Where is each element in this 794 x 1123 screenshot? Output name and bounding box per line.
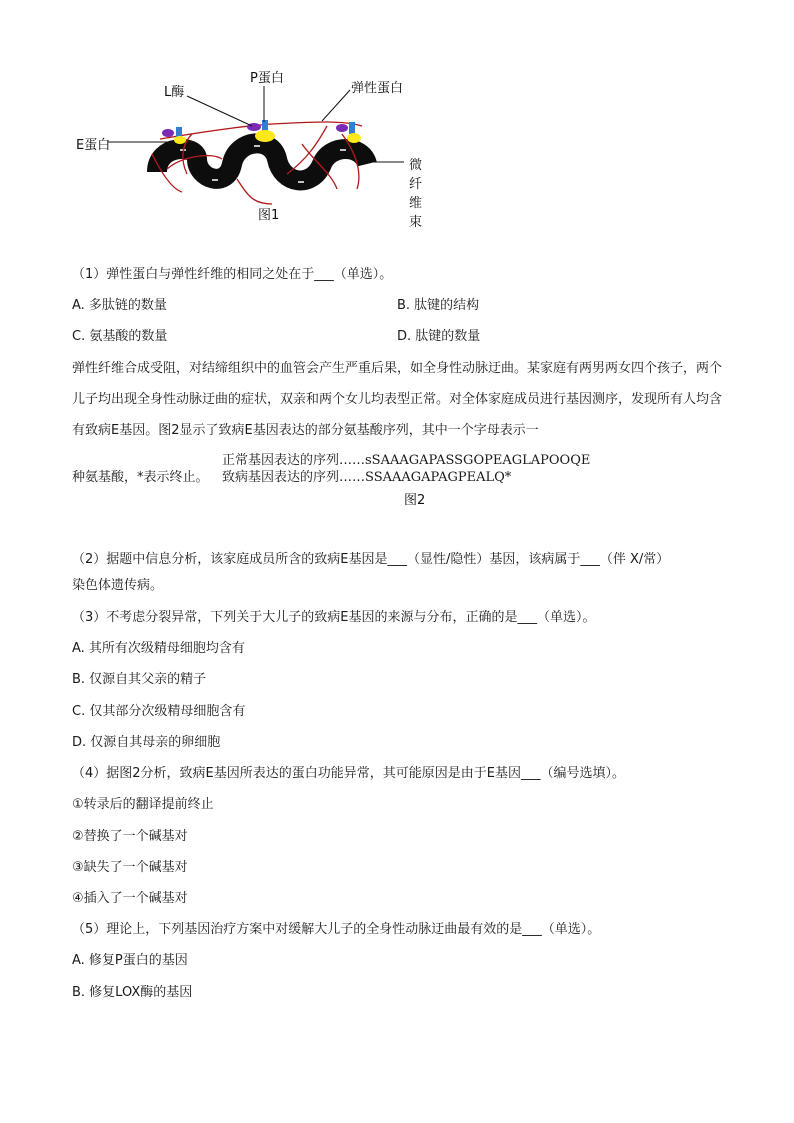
q3-stem: （3）不考虑分裂异常，下列关于大儿子的致病E基因的来源与分布，正确的是___（单选）。 (72, 610, 596, 625)
passage-text: 弹性纤维合成受阻，对结缔组织中的血管会产生严重后果，如全身性动脉迂曲。某家庭有两男两女四个孩子，两个儿子均出现全身性动脉迂曲的症状，双亲和两个女儿均表型正常。对全体家庭成员进行基因测序，发现所有人均含有致病E基因。图2显示了致病E基因表达的部分氨基酸序列，其中一个字母表示一 (72, 361, 723, 438)
figure-1 (72, 64, 432, 229)
q5-option-a: A. 修复P蛋白的基因 (72, 953, 188, 968)
figure-1-caption: 图1 (258, 208, 280, 223)
q3-option-a: A. 其所有次级精母细胞均含有 (72, 641, 245, 656)
q3-option-b: B. 仅源自其父亲的精子 (72, 672, 207, 687)
q1-option-b: B. 肽键的结构 (397, 298, 480, 313)
disease-sequence-label: 致病基因表达的序列…… (222, 470, 366, 485)
q1-option-d: D. 肽键的数量 (397, 329, 481, 344)
label-l-enzyme: L酶 (164, 85, 185, 100)
q4-option-3: ③缺失了一个碱基对 (72, 860, 188, 875)
q4-option-1: ①转录后的翻译提前终止 (72, 797, 214, 812)
q1-option-a: A. 多肽链的数量 (72, 298, 167, 313)
figure-2-normal-row (222, 452, 590, 470)
q2-line-1: （2）据题中信息分析，该家庭成员所含的致病E基因是___（显性/隐性）基因，该病属于___（伴 X/常） (72, 552, 670, 567)
label-elastin: 弹性蛋白 (351, 81, 404, 96)
figure-2-disease-row (222, 469, 511, 487)
q5-stem: （5）理论上，下列基因治疗方案中对缓解大儿子的全身性动脉迂曲最有效的是___（单选）。 (72, 922, 601, 937)
microfibril-band (157, 143, 367, 180)
label-microfibril: 微纤维束 (409, 158, 423, 230)
q3-option-c: C. 仅其部分次级精母细胞含有 (72, 704, 246, 719)
q4-option-2: ②替换了一个碱基对 (72, 829, 188, 844)
q1-option-c: C. 氨基酸的数量 (72, 329, 168, 344)
figure-2-caption: 图2 (404, 493, 426, 508)
label-e-protein: E蛋白 (76, 138, 111, 153)
q2-line-2: 染色体遗传病。 (72, 578, 164, 593)
label-p-protein: P蛋白 (250, 71, 284, 86)
q5-option-b: B. 修复LOX酶的基因 (72, 985, 193, 1000)
disease-sequence: SSAAAGAPAGPEALQ* (365, 470, 512, 485)
q4-stem: （4）据图2分析，致病E基因所表达的蛋白功能异常，其可能原因是由于E基因___（编号选填）。 (72, 766, 625, 781)
q3-option-d: D. 仅源自其母亲的卵细胞 (72, 735, 221, 750)
normal-sequence: sSAAAGAPASSGOPEAGLAPOOQE (365, 453, 591, 468)
normal-sequence-label: 正常基因表达的序列…… (222, 453, 366, 468)
q1-stem: （1）弹性蛋白与弹性纤维的相同之处在于___（单选）。 (72, 267, 393, 282)
passage-tail: 种氨基酸，*表示终止。 (72, 470, 209, 485)
q4-option-4: ④插入了一个碱基对 (72, 891, 188, 906)
